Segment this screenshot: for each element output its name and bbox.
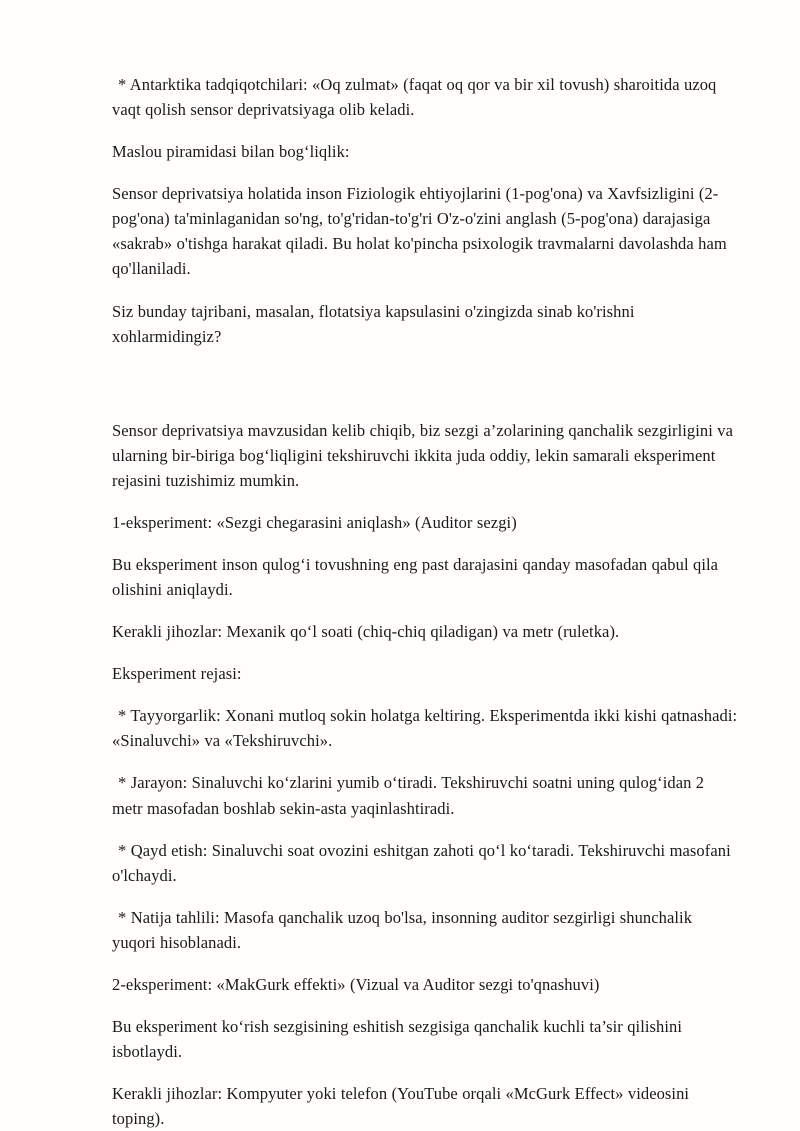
paragraph-antarktika: * Antarktika tadqiqotchilari: «Oq zulmat» (faqat oq qor va bir xil tovush) sharoitida uzoq vaqt qolish sensor deprivatsiyaga olib keladi. bbox=[112, 75, 717, 120]
paragraph-step-recording: * Qayd etish: Sinaluvchi soat ovozini eshitgan zahoti qo‘l ko‘taradi. Tekshiruvchi masofani o'lchaydi. bbox=[112, 840, 731, 885]
paragraph-experiment-2-description: Bu eksperiment ko‘rish sezgisining eshitish sezgisiga qanchalik kuchli ta’sir qilishini isbotlaydi. bbox=[112, 1017, 683, 1062]
paragraph-experiment-1-title: 1-eksperiment: «Sezgi chegarasini aniqlash» (Auditor sezgi) bbox=[112, 512, 517, 532]
paragraph-experiment-plan-heading: Eksperiment rejasi: bbox=[112, 664, 242, 684]
paragraph-experiment-2-tools: Kerakli jihozlar: Kompyuter yoki telefon (YouTube orqali «McGurk Effect» videosini toping). bbox=[112, 1084, 690, 1129]
paragraph-experiment-2-title: 2-eksperiment: «MakGurk effekti» (Vizual va Auditor sezgi to'qnashuvi) bbox=[112, 974, 600, 994]
paragraph-step-process: * Jarayon: Sinaluvchi ko‘zlarini yumib o‘tiradi. Tekshiruvchi soatni uning qulog‘idan 2 metr masofadan boshlab sekin-asta yaqinlashtiradi. bbox=[112, 773, 705, 818]
paragraph-step-preparation: * Tayyorgarlik: Xonani mutloq sokin holatga keltiring. Eksperimentda ikki kishi qatnashadi: «Sinaluvchi» va «Tekshiruvchi». bbox=[112, 706, 738, 751]
paragraph-question: Siz bunday tajribani, masalan, flotatsiya kapsulasini o'zingizda sinab ko'rishni xohlarmidingiz? bbox=[112, 301, 635, 346]
paragraph-step-result-analysis: * Natija tahlili: Masofa qanchalik uzoq bo'lsa, insonning auditor sezgirligi shunchalik yuqori hisoblanadi. bbox=[112, 907, 693, 952]
paragraph-maslou-body: Sensor deprivatsiya holatida inson Fiziologik ehtiyojlarini (1-pog'ona) va Xavfsizligini (2-pog'ona) ta'minlaganidan so'ng, to'g'ridan-to'g'ri O'z-o'zini anglash (5-pog'ona) darajasiga «sakrab» o'tishga harakat qiladi. Bu holat ko'pincha psixologik travmalarni davolashda ham qo'llaniladi. bbox=[112, 184, 727, 279]
document-body bbox=[112, 72, 738, 1131]
paragraph-maslou-heading: Maslou piramidasi bilan bog‘liqlik: bbox=[112, 142, 350, 162]
paragraph-intro-experiments: Sensor deprivatsiya mavzusidan kelib chiqib, biz sezgi a’zolarining qanchalik sezgirligini va ularning bir-biriga bog‘liqligini tekshiruvchi ikkita juda oddiy, lekin samarali eksperiment rejasini tuzishimiz mumkin. bbox=[112, 420, 734, 490]
paragraph-experiment-1-description: Bu eksperiment inson qulog‘i tovushning eng past darajasini qanday masofadan qabul qila olishini aniqlaydi. bbox=[112, 555, 719, 600]
section-spacer bbox=[112, 366, 738, 418]
paragraph-experiment-1-tools: Kerakli jihozlar: Mexanik qo‘l soati (chiq-chiq qiladigan) va metr (ruletka). bbox=[112, 622, 620, 642]
